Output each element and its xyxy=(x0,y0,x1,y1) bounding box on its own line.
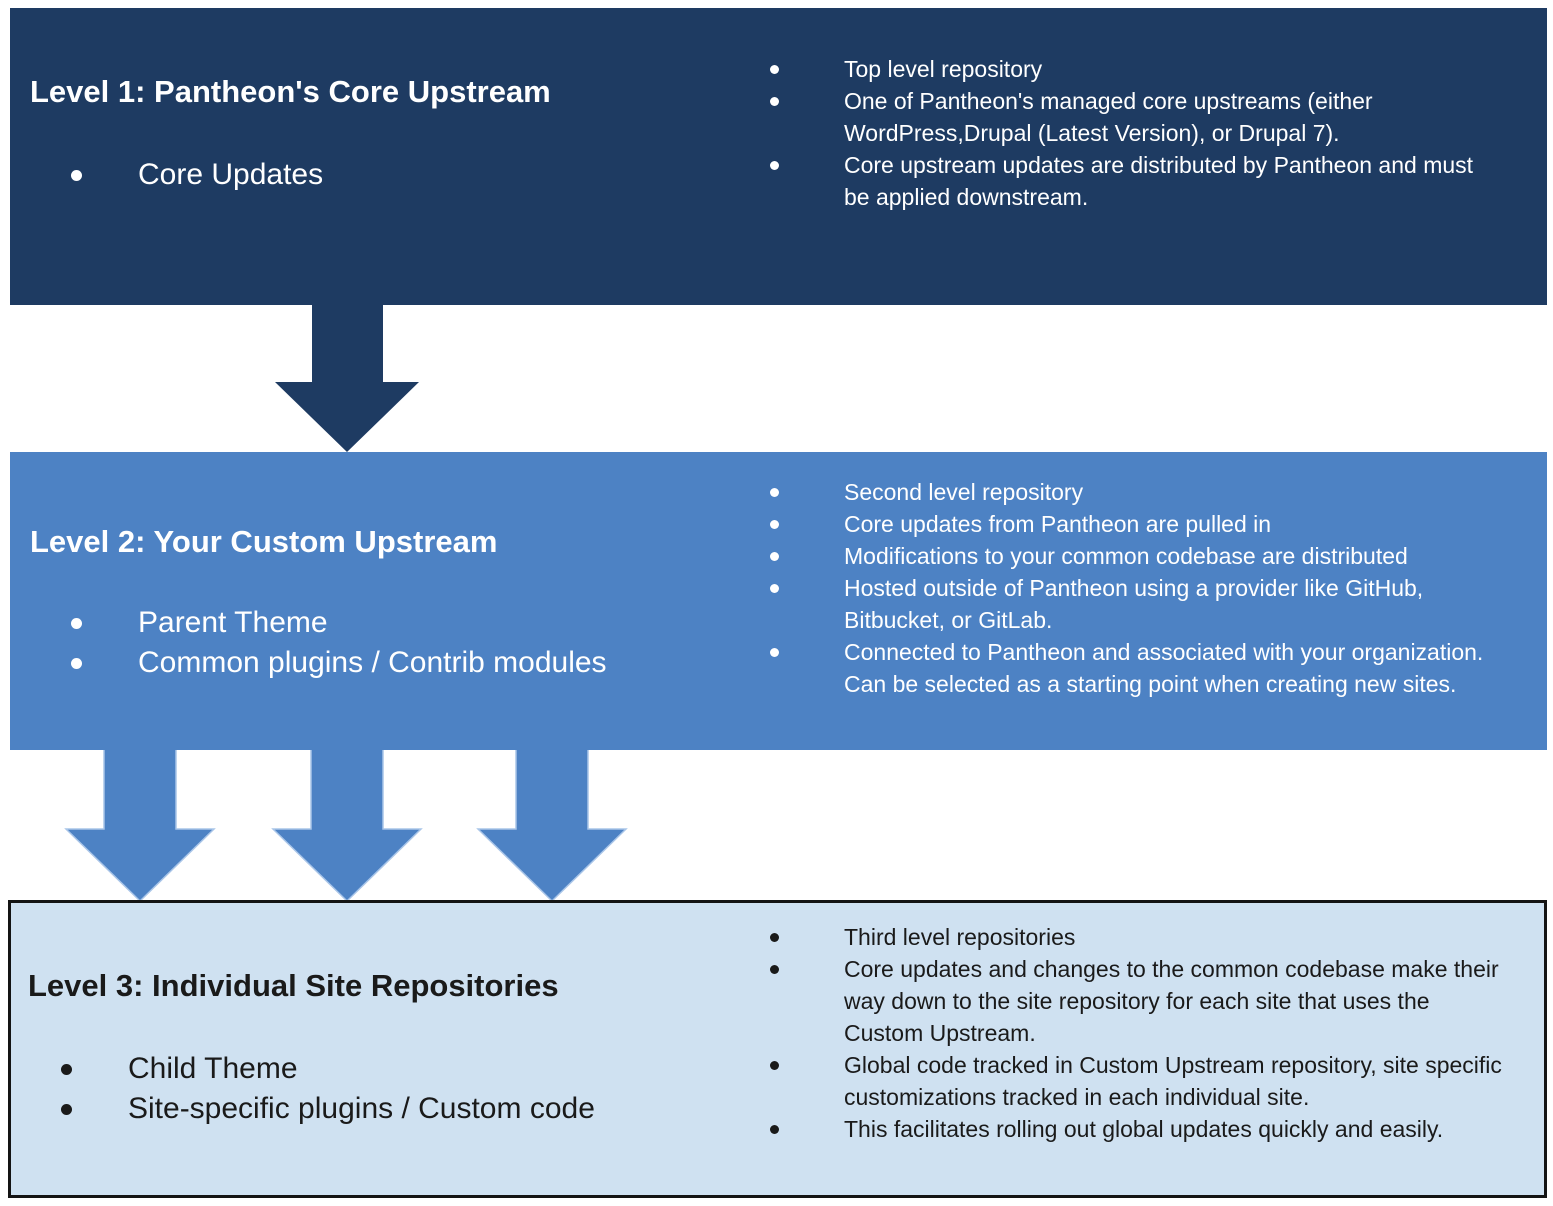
level3-site-repositories-box xyxy=(8,900,1547,1198)
list-item xyxy=(755,149,1504,213)
list-item xyxy=(755,85,1504,149)
list-item xyxy=(755,476,1504,508)
list-item xyxy=(755,1113,1504,1145)
bullet-dot-icon xyxy=(770,97,779,106)
level1-left-bullet-list xyxy=(65,155,323,195)
bullet-dot-icon xyxy=(770,1125,779,1134)
bullet-text: Child Theme xyxy=(128,1052,298,1085)
level1-right-bullet-list xyxy=(755,53,1504,213)
bullet-dot-icon xyxy=(61,1064,72,1075)
list-item xyxy=(755,53,1504,85)
bullet-text: Common plugins / Contrib modules xyxy=(138,646,607,679)
level2-title: Level 2: Your Custom Upstream xyxy=(30,524,498,559)
bullet-dot-icon xyxy=(770,520,779,529)
bullet-dot-icon xyxy=(71,170,82,181)
list-item xyxy=(755,540,1504,572)
list-item xyxy=(755,921,1504,953)
list-item xyxy=(55,1089,595,1129)
down-arrow-level2-to-level3-left-icon xyxy=(66,749,214,901)
list-item xyxy=(755,636,1504,700)
bullet-dot-icon xyxy=(770,488,779,497)
bullet-dot-icon xyxy=(61,1104,72,1115)
down-arrow-level1-to-level2-icon xyxy=(275,305,419,452)
bullet-text: Core updates from Pantheon are pulled in xyxy=(844,511,1272,537)
bullet-text: Connected to Pantheon and associated with your organization. Can be selected as a starting point when creating new sites. xyxy=(844,639,1484,697)
list-item xyxy=(65,643,607,683)
bullet-text: Core updates and changes to the common codebase make their way down to the site repository for each site that uses the Custom Upstream. xyxy=(844,956,1499,1046)
level2-custom-upstream-box xyxy=(10,452,1547,750)
bullet-text: Global code tracked in Custom Upstream repository, site specific customizations tracked in each individual site. xyxy=(844,1052,1502,1110)
list-item xyxy=(755,1049,1504,1113)
bullet-dot-icon xyxy=(71,618,82,629)
list-item xyxy=(755,508,1504,540)
down-arrow-level2-to-level3-middle-icon xyxy=(273,749,421,901)
bullet-text: One of Pantheon's managed core upstreams (either WordPress,Drupal (Latest Version), or Drupal 7). xyxy=(844,88,1373,146)
list-item xyxy=(65,155,323,195)
bullet-dot-icon xyxy=(770,552,779,561)
level3-left-bullet-list xyxy=(55,1049,595,1129)
list-item xyxy=(55,1049,595,1089)
level2-right-bullet-list xyxy=(755,476,1504,700)
bullet-text: Third level repositories xyxy=(844,924,1076,950)
bullet-dot-icon xyxy=(770,933,779,942)
bullet-text: Modifications to your common codebase are distributed xyxy=(844,543,1408,569)
bullet-text: Top level repository xyxy=(844,56,1043,82)
level1-core-upstream-box xyxy=(10,8,1547,305)
bullet-dot-icon xyxy=(770,648,779,657)
bullet-text: Hosted outside of Pantheon using a provider like GitHub, Bitbucket, or GitLab. xyxy=(844,575,1424,633)
list-item xyxy=(755,572,1504,636)
level3-right-bullet-list xyxy=(755,921,1504,1145)
bullet-dot-icon xyxy=(770,965,779,974)
bullet-dot-icon xyxy=(71,658,82,669)
bullet-dot-icon xyxy=(770,1061,779,1070)
level2-left-bullet-list xyxy=(65,603,607,683)
bullet-dot-icon xyxy=(770,65,779,74)
bullet-text: This facilitates rolling out global updates quickly and easily. xyxy=(844,1116,1444,1142)
bullet-text: Second level repository xyxy=(844,479,1084,505)
bullet-text: Site-specific plugins / Custom code xyxy=(128,1092,595,1125)
level1-title: Level 1: Pantheon's Core Upstream xyxy=(30,74,551,109)
down-arrow-level2-to-level3-right-icon xyxy=(478,749,626,901)
bullet-text: Core upstream updates are distributed by Pantheon and must be applied downstream. xyxy=(844,152,1474,210)
bullet-text: Parent Theme xyxy=(138,606,328,639)
list-item xyxy=(65,603,607,643)
bullet-dot-icon xyxy=(770,161,779,170)
list-item xyxy=(755,953,1504,1049)
level3-title: Level 3: Individual Site Repositories xyxy=(28,968,559,1003)
bullet-text: Core Updates xyxy=(138,158,324,191)
bullet-dot-icon xyxy=(770,584,779,593)
